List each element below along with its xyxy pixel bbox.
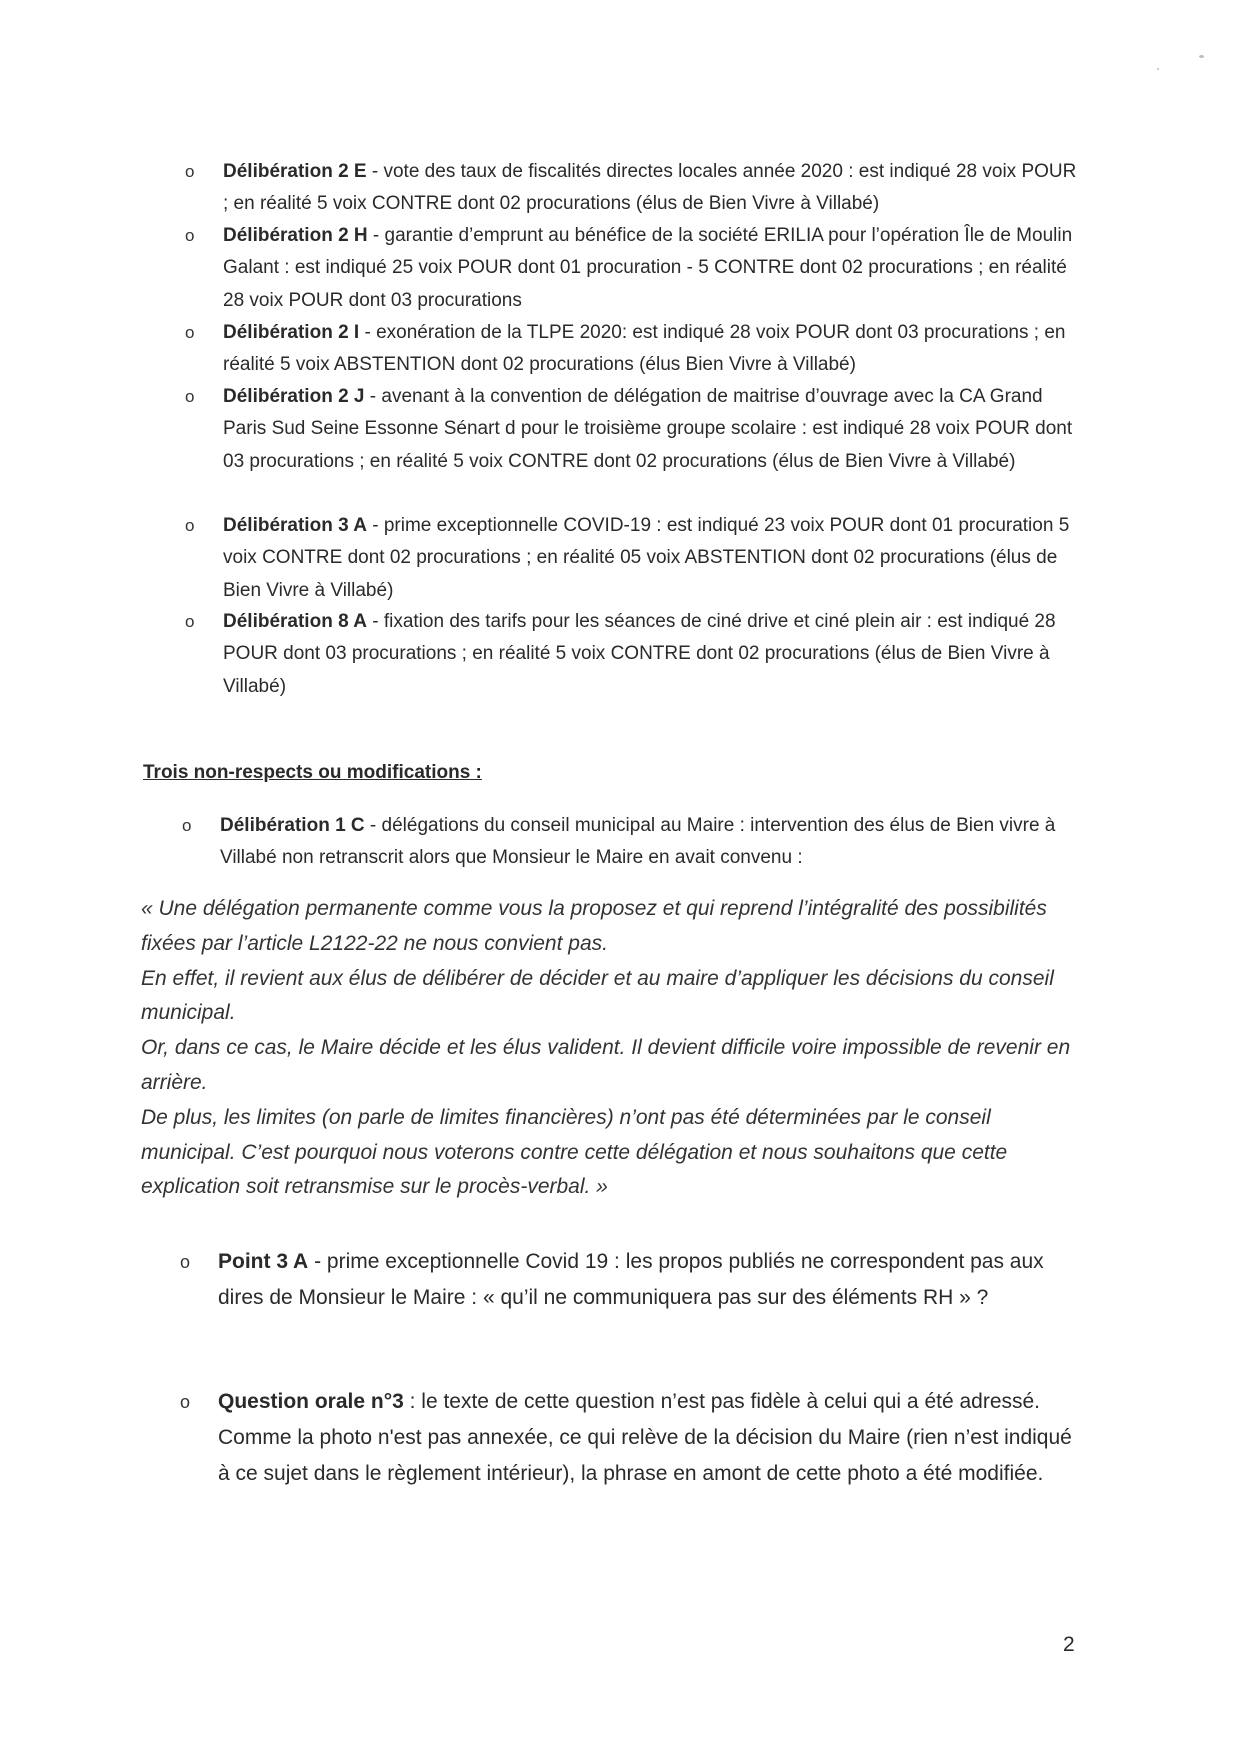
quote-paragraph: Or, dans ce cas, le Maire décide et les élus valident. Il devient difficile voire impossible de revenir en arrière.: [141, 1036, 1071, 1094]
item-body: - délégations du conseil municipal au Maire : intervention des élus de Bien vivre à Villabé non retranscrit alors que Monsieur le Maire en avait convenu :: [220, 815, 1056, 869]
item-label: Délibération 2 I: [223, 322, 360, 343]
item-label: Délibération 2 J: [223, 386, 365, 407]
page-number: 2: [1063, 1633, 1075, 1656]
bullet-icon: o: [180, 1392, 191, 1412]
quote-paragraph: En effet, il revient aux élus de délibérer de décider et au maire d’appliquer les décisions du conseil municipal.: [141, 966, 1054, 1025]
bullet-icon: o: [185, 612, 195, 631]
bullet-icon: o: [185, 226, 195, 245]
item-label: Délibération 3 A: [223, 515, 367, 536]
item-label: Délibération 2 H: [223, 225, 368, 246]
item-body: - exonération de la TLPE 2020: est indiqué 28 voix POUR dont 03 procurations ; en réalité 5 voix ABSTENTION dont 02 procurations (élus Bien Vivre à Villabé): [223, 322, 1066, 376]
item-body: - garantie d’emprunt au bénéfice de la société ERILIA pour l’opération Île de Moulin Galant : est indiqué 25 voix POUR dont 01 procuration - 5 CONTRE dont 02 procurations ; en réalité 28 voix POUR dont 03 procurations: [223, 225, 1073, 311]
quoted-statement: [141, 892, 1091, 1205]
quote-paragraph: « Une délégation permanente comme vous la proposez et qui reprend l’intégralité des possibilités fixées par l’article L2122-22 ne nous convient pas.: [141, 897, 1047, 955]
item-label: Point 3 A: [218, 1250, 309, 1273]
item-body: - prime exceptionnelle COVID-19 : est indiqué 23 voix POUR dont 01 procuration 5 voix CONTRE dont 02 procurations ; en réalité 05 voix ABSTENTION dont 02 procurations (élus de Bien Vivre à Villabé): [223, 515, 1070, 601]
list-item-text: [223, 317, 1083, 382]
scan-speck: [1157, 68, 1159, 70]
list-item-text: [218, 1384, 1088, 1492]
item-body: : le texte de cette question n’est pas fidèle à celui qui a été adressé. Comme la photo n'est pas annexée, ce qui relève de la décision du Maire (rien n’est indiqué à ce sujet dans le règlement intérieur), la phrase en amont de cette photo a été modifiée.: [218, 1390, 1072, 1485]
item-label: Question orale n°3: [218, 1390, 404, 1413]
list-item-text: [220, 810, 1100, 875]
list-item-text: [223, 606, 1083, 703]
list-item-text: [223, 220, 1083, 317]
list-item-text: [223, 156, 1083, 221]
list-item-text: [223, 381, 1083, 478]
quote-paragraph: De plus, les limites (on parle de limites financières) n’ont pas été déterminées par le conseil municipal. C’est pourquoi nous voterons contre cette délégation et nous souhaitons que cette explication soit retransmise sur le procès-verbal. »: [141, 1105, 1008, 1199]
item-body: - avenant à la convention de délégation de maitrise d’ouvrage avec la CA Grand Paris Sud Seine Essonne Sénart d pour le troisième groupe scolaire : est indiqué 28 voix POUR dont 03 procurations ; en réalité 5 voix CONTRE dont 02 procurations (élus de Bien Vivre à Villabé): [223, 386, 1073, 472]
item-body: - prime exceptionnelle Covid 19 : les propos publiés ne correspondent pas aux dires de Monsieur le Maire : « qu’il ne communiquera pas sur des éléments RH » ?: [218, 1250, 1044, 1309]
bullet-icon: o: [185, 162, 195, 181]
bullet-icon: o: [180, 1252, 191, 1272]
section-title: Trois non-respects ou modifications :: [143, 762, 482, 783]
list-item-text: [218, 1244, 1088, 1316]
item-label: Délibération 2 E: [223, 161, 367, 182]
list-item-text: [223, 510, 1083, 607]
item-label: Délibération 1 C: [220, 815, 365, 836]
item-label: Délibération 8 A: [223, 611, 367, 632]
item-body: - fixation des tarifs pour les séances de ciné drive et ciné plein air : est indiqué 28 POUR dont 03 procurations ; en réalité 5 voix CONTRE dont 02 procurations (élus de Bien Vivre à Villabé): [223, 611, 1056, 697]
item-body: - vote des taux de fiscalités directes locales année 2020 : est indiqué 28 voix POUR ; en réalité 5 voix CONTRE dont 02 procurations (élus de Bien Vivre à Villabé): [223, 161, 1077, 215]
bullet-icon: o: [185, 387, 195, 406]
scan-speck: [1199, 55, 1204, 58]
bullet-icon: o: [182, 816, 192, 835]
bullet-icon: o: [185, 516, 195, 535]
bullet-icon: o: [185, 323, 195, 342]
